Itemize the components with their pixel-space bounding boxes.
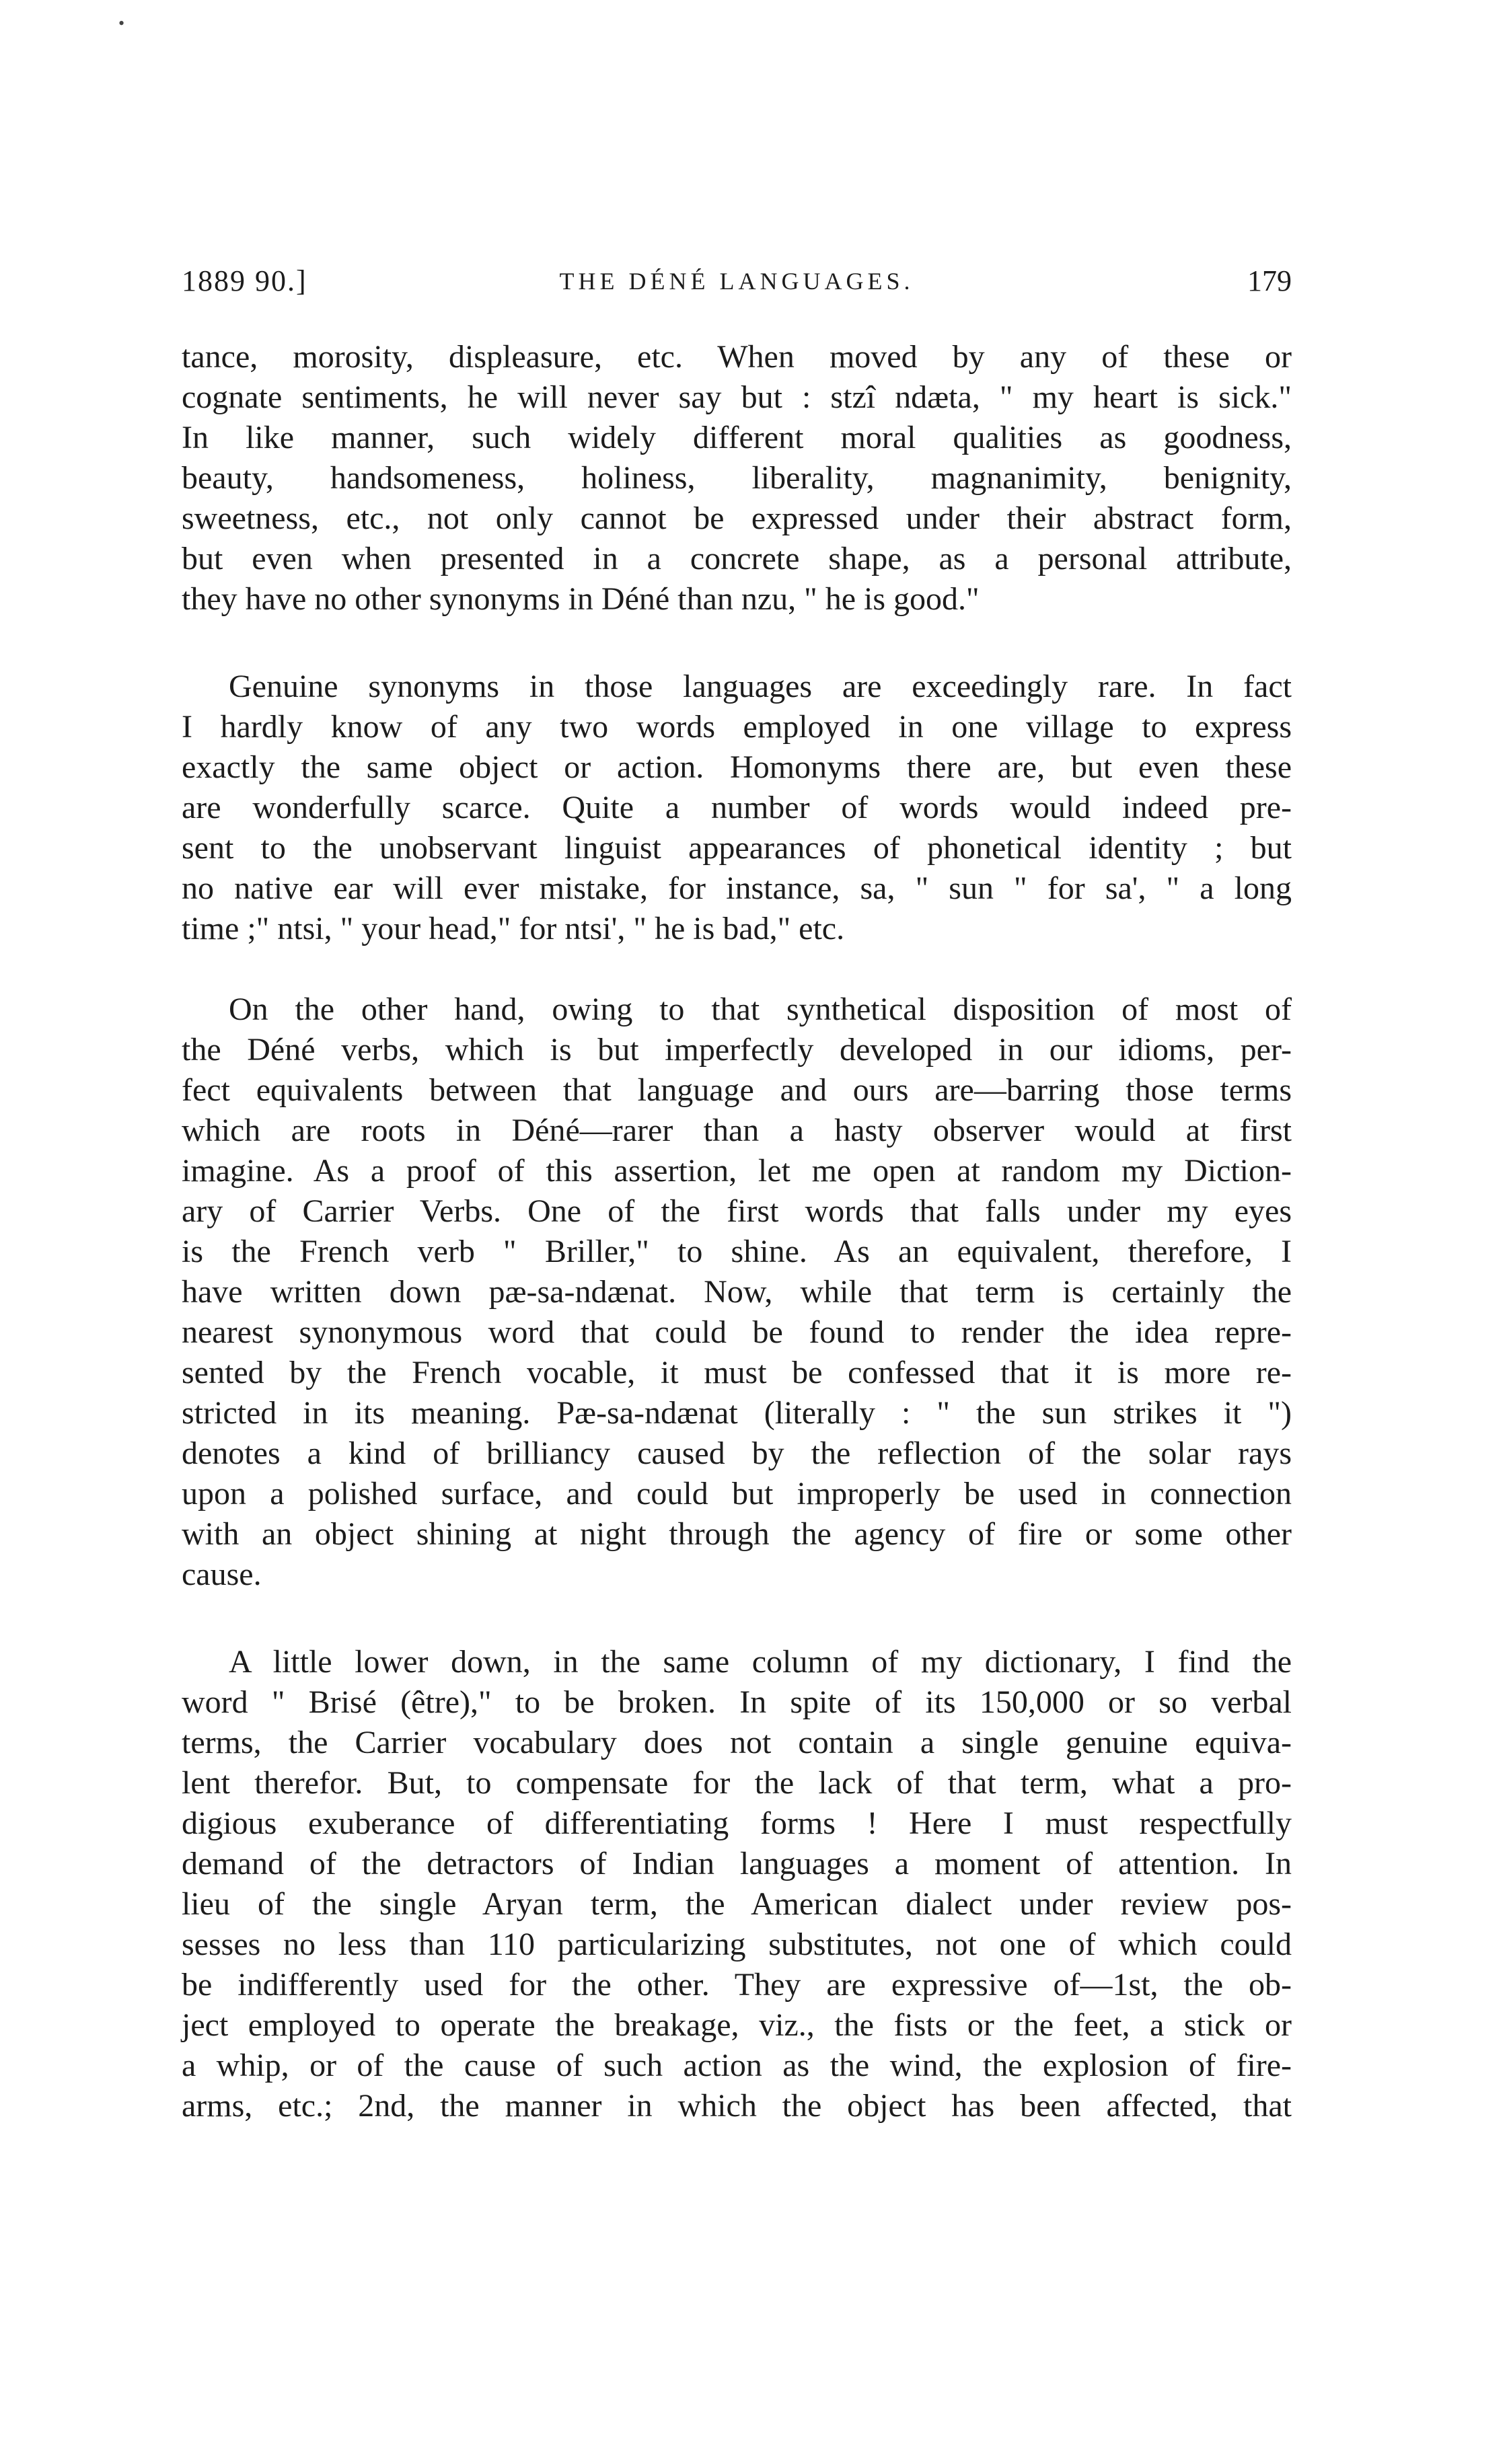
text-line: Genuine synonyms in those languages are exceedingly rare. In fact (229, 669, 1292, 704)
text-line: have written down pæ-sa-ndænat. Now, while that term is certainly the (182, 1274, 1292, 1310)
page-speck: • (118, 13, 125, 33)
text-line: are wonderfully scarce. Quite a number of words would indeed pre- (182, 790, 1292, 825)
text-line: terms, the Carrier vocabulary does not contain a single genuine equiva- (182, 1725, 1292, 1760)
text-line: which are roots in Déné—rarer than a hasty observer would at first (182, 1113, 1292, 1148)
text-line: sented by the French vocable, it must be confessed that it is more re- (182, 1355, 1292, 1390)
text-line: exactly the same object or action. Homonyms there are, but even these (182, 749, 1292, 785)
text-line: sent to the unobservant linguist appearances of phonetical identity ; but (182, 830, 1292, 866)
text-line: lieu of the single Aryan term, the American dialect under review pos- (182, 1886, 1292, 1922)
text-line: beauty, handsomeness, holiness, liberality, magnanimity, benignity, (182, 460, 1292, 496)
text-line: denotes a kind of brilliancy caused by the reflection of the solar rays (182, 1435, 1292, 1471)
text-line: cognate sentiments, he will never say but : stzî ndæta, " my heart is sick." (182, 379, 1292, 415)
text-line: but even when presented in a concrete shape, as a personal attribute, (182, 541, 1292, 576)
header-year: 1889 90.] (182, 264, 307, 297)
text-line: time ;" ntsi, " your head," for ntsi', " he is bad," etc. (182, 911, 845, 946)
text-line: ject employed to operate the breakage, viz., the fists or the feet, a stick or (182, 2007, 1292, 2043)
text-line: In like manner, such widely different moral qualities as goodness, (182, 420, 1292, 455)
text-line: a whip, or of the cause of such action as the wind, the explosion of fire- (182, 2048, 1292, 2083)
text-line: On the other hand, owing to that synthetical disposition of most of (229, 992, 1292, 1027)
text-line: stricted in its meaning. Pæ-sa-ndænat (literally : " the sun strikes it ") (182, 1395, 1292, 1431)
text-line: is the French verb " Briller," to shine. As an equivalent, therefore, I (182, 1234, 1292, 1269)
text-line: I hardly know of any two words employed in one village to express (182, 709, 1292, 745)
text-line: they have no other synonyms in Déné than nzu, " he is good." (182, 581, 980, 617)
running-head (182, 261, 1292, 301)
text-line: fect equivalents between that language and ours are—barring those terms (182, 1072, 1292, 1108)
text-line: A little lower down, in the same column of my dictionary, I find the (229, 1644, 1292, 1680)
text-line: ary of Carrier Verbs. One of the first words that falls under my eyes (182, 1193, 1292, 1229)
text-line: arms, etc.; 2nd, the manner in which the object has been affected, that (182, 2088, 1292, 2124)
text-line: the Déné verbs, which is but imperfectly developed in our idioms, per- (182, 1032, 1292, 1068)
text-line: word " Brisé (être)," to be broken. In spite of its 150,000 or so verbal (182, 1684, 1292, 1720)
page-number: 179 (1247, 264, 1292, 297)
text-line: sweetness, etc., not only cannot be expressed under their abstract form, (182, 500, 1292, 536)
text-line: lent therefor. But, to compensate for the lack of that term, what a pro- (182, 1765, 1292, 1801)
text-line: digious exuberance of differentiating forms ! Here I must respectfully (182, 1805, 1292, 1841)
text-line: with an object shining at night through the agency of fire or some other (182, 1516, 1292, 1552)
text-line: demand of the detractors of Indian languages a moment of attention. In (182, 1846, 1292, 1881)
text-line: be indifferently used for the other. They are expressive of—1st, the ob- (182, 1967, 1292, 2003)
text-line: cause. (182, 1557, 262, 1592)
text-line: no native ear will ever mistake, for instance, sa, " sun " for sa', " a long (182, 870, 1292, 906)
header-title: THE DÉNÉ LANGUAGES. (559, 268, 914, 295)
text-line: upon a polished surface, and could but improperly be used in connection (182, 1476, 1292, 1511)
text-line: sesses no less than 110 particularizing substitutes, not one of which could (182, 1927, 1292, 1962)
text-line: imagine. As a proof of this assertion, let me open at random my Diction- (182, 1153, 1292, 1189)
text-line: tance, morosity, displeasure, etc. When moved by any of these or (182, 339, 1292, 375)
text-line: nearest synonymous word that could be found to render the idea repre- (182, 1314, 1292, 1350)
